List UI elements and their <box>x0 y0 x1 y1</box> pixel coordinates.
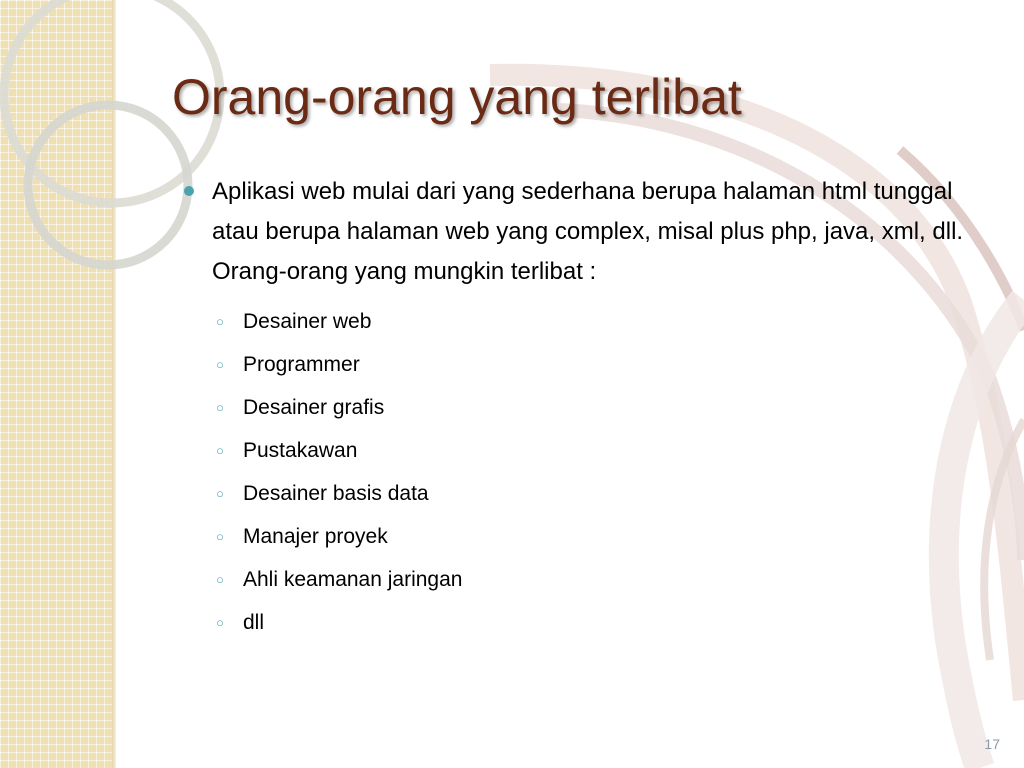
hollow-circle-icon: ○ <box>216 615 224 630</box>
page-number: 17 <box>984 736 1000 752</box>
sub-bullet-text: Programmer <box>243 353 360 376</box>
sub-bullet-text: Manajer proyek <box>243 525 388 548</box>
sub-bullet-item <box>182 386 982 429</box>
sub-bullet-text: Ahli keamanan jaringan <box>243 568 463 591</box>
sub-bullet-item <box>182 300 982 343</box>
sub-bullet-item <box>182 343 982 386</box>
hollow-circle-icon: ○ <box>216 314 224 329</box>
sub-bullet-text: Desainer web <box>243 310 372 333</box>
sub-bullet-text: Desainer grafis <box>243 396 385 419</box>
bullet-dot-icon <box>184 186 194 196</box>
sub-bullet-text: Desainer basis data <box>243 482 429 505</box>
sub-bullet-item <box>182 429 982 472</box>
hollow-circle-icon: ○ <box>216 529 224 544</box>
hollow-circle-icon: ○ <box>216 572 224 587</box>
sub-bullet-list <box>182 300 982 644</box>
main-bullet <box>182 172 982 292</box>
sub-bullet-item <box>182 601 982 644</box>
hollow-circle-icon: ○ <box>216 486 224 501</box>
hollow-circle-icon: ○ <box>216 400 224 415</box>
sub-bullet-text: Pustakawan <box>243 439 358 462</box>
sub-bullet-item <box>182 515 982 558</box>
main-bullet-text: Aplikasi web mulai dari yang sederhana berupa halaman html tunggal atau berupa halaman web yang complex, misal plus php, java, xml, dll. Orang-orang yang mungkin terlibat : <box>212 178 964 285</box>
sub-bullet-text: dll <box>243 611 265 634</box>
hollow-circle-icon: ○ <box>216 443 224 458</box>
slide-title: Orang-orang yang terlibat <box>172 69 742 125</box>
sub-bullet-item <box>182 558 982 601</box>
hollow-circle-icon: ○ <box>216 357 224 372</box>
slide-content <box>182 172 982 644</box>
sub-bullet-item <box>182 472 982 515</box>
